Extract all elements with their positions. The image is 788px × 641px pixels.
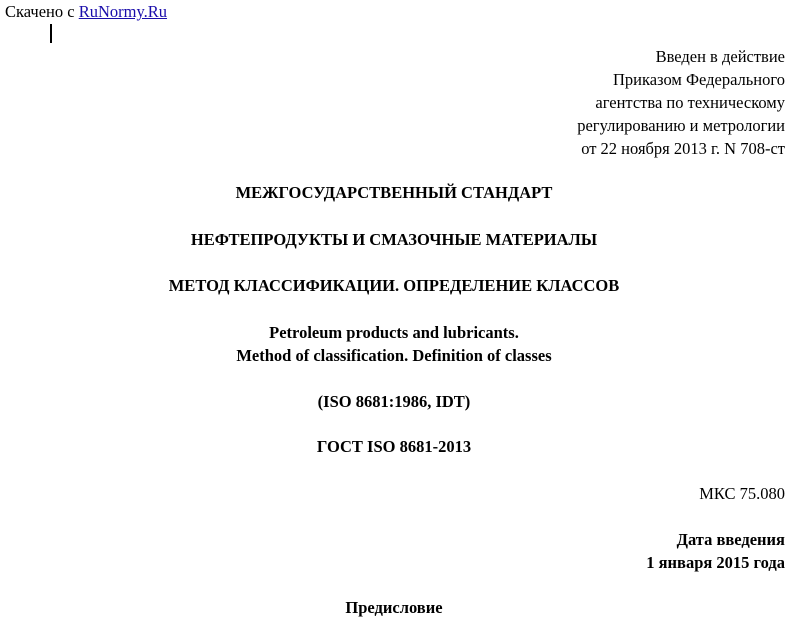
english-title-line-1: Petroleum products and lubricants. (269, 323, 519, 342)
source-prefix: Скачено с (5, 2, 79, 21)
subject-heading: НЕФТЕПРОДУКТЫ И СМАЗОЧНЫЕ МАТЕРИАЛЫ (190, 230, 598, 249)
mks-code: МКС 75.080 (699, 484, 785, 503)
foreword-heading: Предисловие (345, 598, 443, 617)
approval-line: регулированию и метрологии (577, 116, 785, 135)
approval-line: от 22 ноября 2013 г. N 708-ст (581, 139, 785, 158)
method-heading: МЕТОД КЛАССИФИКАЦИИ. ОПРЕДЕЛЕНИЕ КЛАССОВ (168, 276, 620, 295)
source-line (5, 2, 167, 22)
standard-designation: ГОСТ ISO 8681-2013 (316, 437, 472, 456)
approval-line: агентства по техническому (595, 93, 785, 112)
approval-line: Введен в действие (655, 47, 785, 66)
standard-type-heading: МЕЖГОСУДАРСТВЕННЫЙ СТАНДАРТ (235, 183, 553, 202)
text-cursor (50, 24, 52, 43)
iso-reference: (ISO 8681:1986, IDT) (317, 392, 471, 411)
english-title-line-2: Method of classification. Definition of classes (236, 346, 552, 365)
source-link[interactable]: RuNormy.Ru (78, 2, 168, 21)
approval-block (577, 45, 785, 160)
english-title (0, 321, 788, 367)
approval-line: Приказом Федерального (612, 70, 785, 89)
introduction-date-block (646, 528, 785, 574)
introduction-date-label: Дата введения (676, 530, 785, 549)
introduction-date-value: 1 января 2015 года (646, 553, 785, 572)
